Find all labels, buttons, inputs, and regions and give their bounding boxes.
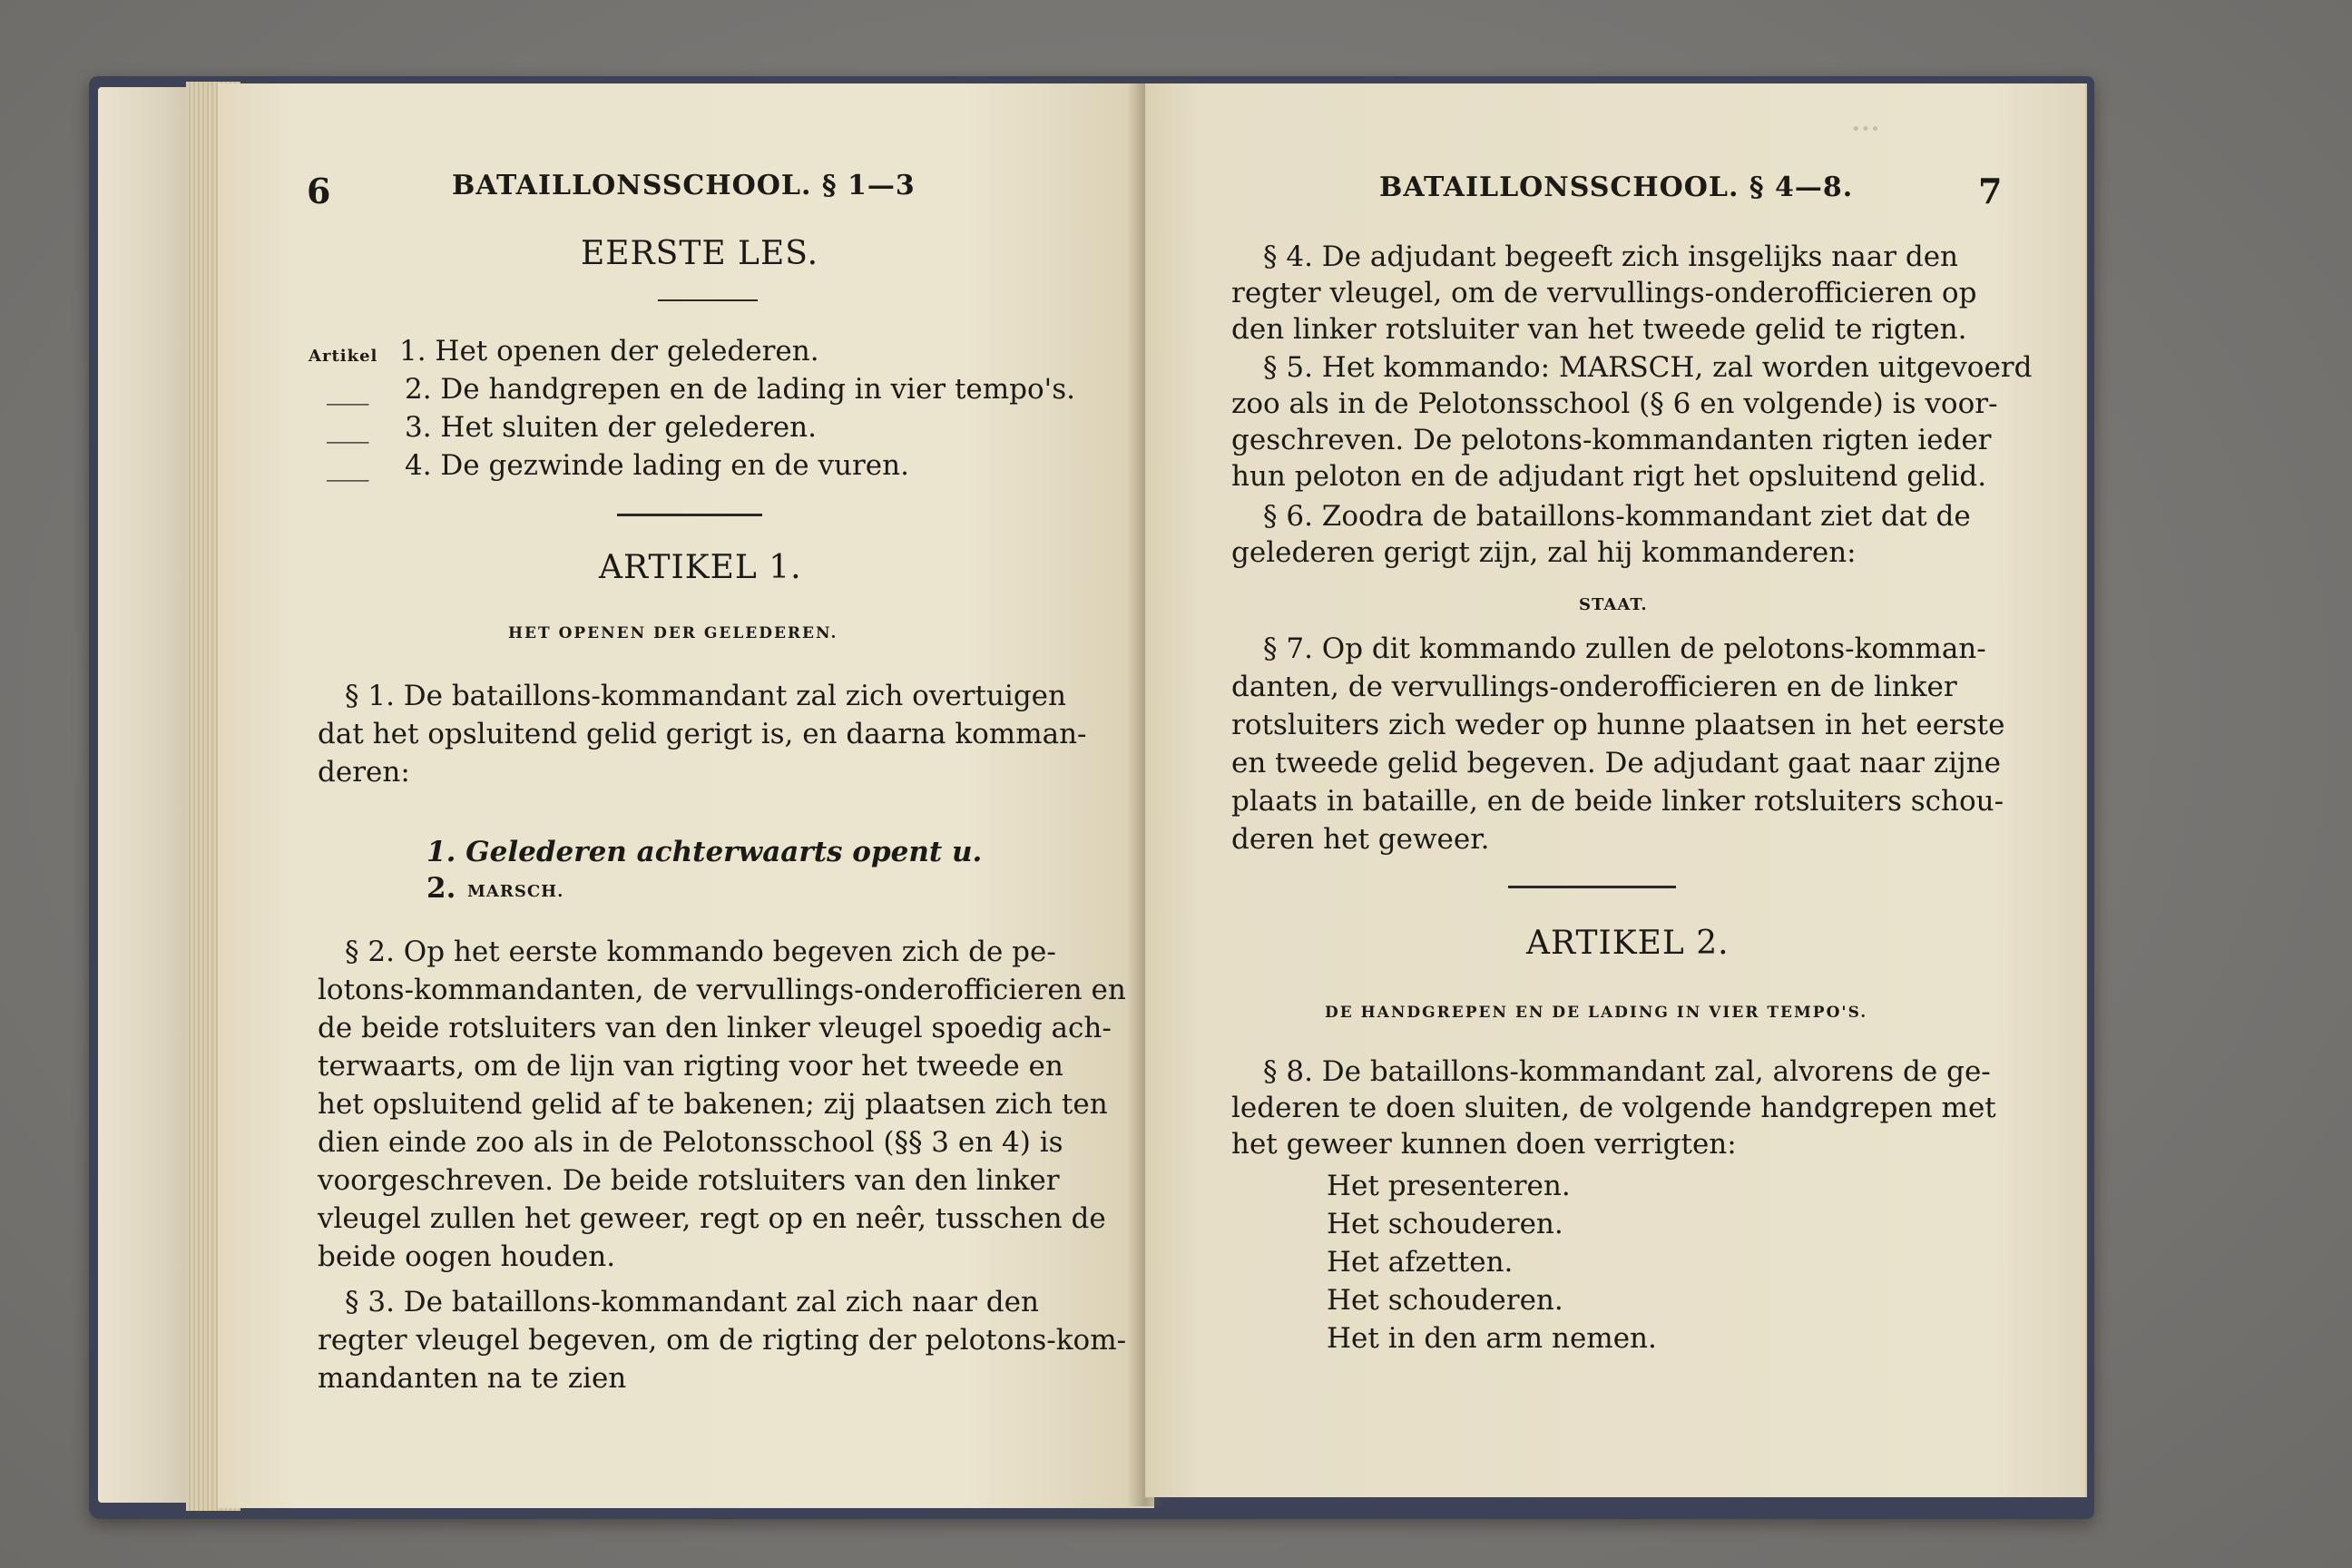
article-subtitle: HET OPENEN DER GELEDEREN. [508,624,838,642]
text-line: het geweer kunnen doen verrigten: [1231,1128,1737,1161]
divider [1508,886,1676,888]
list-item: Het in den arm nemen. [1327,1322,1657,1355]
lesson-title: EERSTE LES. [581,235,819,272]
text-line: hun peloton en de adjudant rigt het opsluitend gelid. [1231,460,1987,493]
article-title: ARTIKEL 1. [599,549,802,586]
text-line: regter vleugel, om de vervullings-onderofficieren op [1231,277,1977,309]
command-2-number: 2. [426,872,456,905]
toc-prefix: Artikel [309,347,378,366]
text-line: beide oogen houden. [318,1240,616,1273]
list-item: Het afzetten. [1327,1246,1514,1279]
library-stamp-mark: ••• [1851,120,1880,139]
text-line: deren: [318,756,410,789]
text-line: danten, de vervullings-onderofficieren en de linker [1231,671,1957,703]
text-line: § 8. De bataillons-kommandant zal, alvorens de ge- [1263,1055,1991,1088]
text-line: en tweede gelid begeven. De adjudant gaat naar zijne [1231,747,2001,779]
text-line: § 4. De adjudant begeeft zich insgelijks naar den [1263,240,1959,273]
list-item: Het schouderen. [1327,1284,1563,1317]
divider [658,299,758,301]
text-line: dat het opsluitend gelid gerigt is, en daarna komman- [318,718,1087,750]
list-item: Het schouderen. [1327,1208,1563,1240]
text-line: § 1. De bataillons-kommandant zal zich overtuigen [345,680,1066,712]
page-number: 6 [307,171,331,211]
text-line: voorgeschreven. De beide rotsluiters van den linker [318,1164,1060,1197]
cover-paper-edge [98,87,198,1503]
text-line: vleugel zullen het geweer, regt op en neêr, tusschen de [318,1202,1106,1235]
article-subtitle: DE HANDGREPEN EN DE LADING IN VIER TEMPO'S. [1325,1004,1868,1022]
text-line: geschreven. De pelotons-kommandanten rigten ieder [1231,424,1992,456]
text-line: § 2. Op het eerste kommando begeven zich de pe- [345,936,1056,968]
text-line: § 3. De bataillons-kommandant zal zich naar den [345,1286,1039,1318]
text-line: rotsluiters zich weder op hunne plaatsen in het eerste [1231,709,2005,741]
text-line: lederen te doen sluiten, de volgende handgrepen met [1231,1092,1996,1124]
page-number: 7 [1978,171,2003,211]
running-head: BATAILLONSSCHOOL. § 1—3 [452,170,916,201]
right-page [1145,83,2087,1497]
text-line: terwaarts, om de lijn van rigting voor het tweede en [318,1050,1063,1083]
list-item: Het presenteren. [1327,1170,1571,1202]
toc-item: 4. De gezwinde lading en de vuren. [405,449,909,482]
toc-item: 1. Het openen der gelederen. [399,335,819,368]
text-line: dien einde zoo als in de Pelotonsschool (§§ 3 en 4) is [318,1126,1063,1159]
text-line: § 5. Het kommando: MARSCH, zal worden uitgevoerd [1263,351,2033,384]
text-line: lotons-kommandanten, de vervullings-onderofficieren en [318,974,1126,1006]
text-line: § 7. Op dit kommando zullen de pelotons-komman- [1263,632,1986,665]
text-line: het opsluitend gelid af te bakenen; zij plaatsen zich ten [318,1088,1108,1121]
text-line: plaats in bataille, en de beide linker rotsluiters schou- [1231,785,2004,818]
left-page [218,83,1154,1508]
text-line: deren het geweer. [1231,823,1490,856]
article-title: ARTIKEL 2. [1526,925,1730,962]
divider [617,514,762,516]
toc-item: 3. Het sluiten der gelederen. [405,411,817,444]
running-head: BATAILLONSSCHOOL. § 4—8. [1379,172,1854,203]
toc-prefix: ___ [327,373,369,406]
toc-prefix: ___ [327,411,369,444]
text-line: zoo als in de Pelotonsschool (§ 6 en volgende) is voor- [1231,387,1998,420]
text-line: mandanten na te zien [318,1362,627,1395]
staat-command: STAAT. [1579,595,1648,614]
text-line: den linker rotsluiter van het tweede gelid te rigten. [1231,313,1967,346]
text-line: de beide rotsluiters van den linker vleugel spoedig ach- [318,1012,1112,1044]
text-line: § 6. Zoodra de bataillons-kommandant ziet dat de [1263,500,1971,533]
toc-prefix: ___ [327,449,369,482]
toc-item: 2. De handgrepen en de lading in vier tempo's. [405,373,1075,406]
text-line: regter vleugel begeven, om de rigting der pelotons-kom- [318,1324,1127,1357]
text-line: gelederen gerigt zijn, zal hij kommanderen: [1231,536,1857,569]
command-2-word: MARSCH. [467,882,564,901]
command-1: 1. Gelederen achterwaarts opent u. [426,836,983,868]
